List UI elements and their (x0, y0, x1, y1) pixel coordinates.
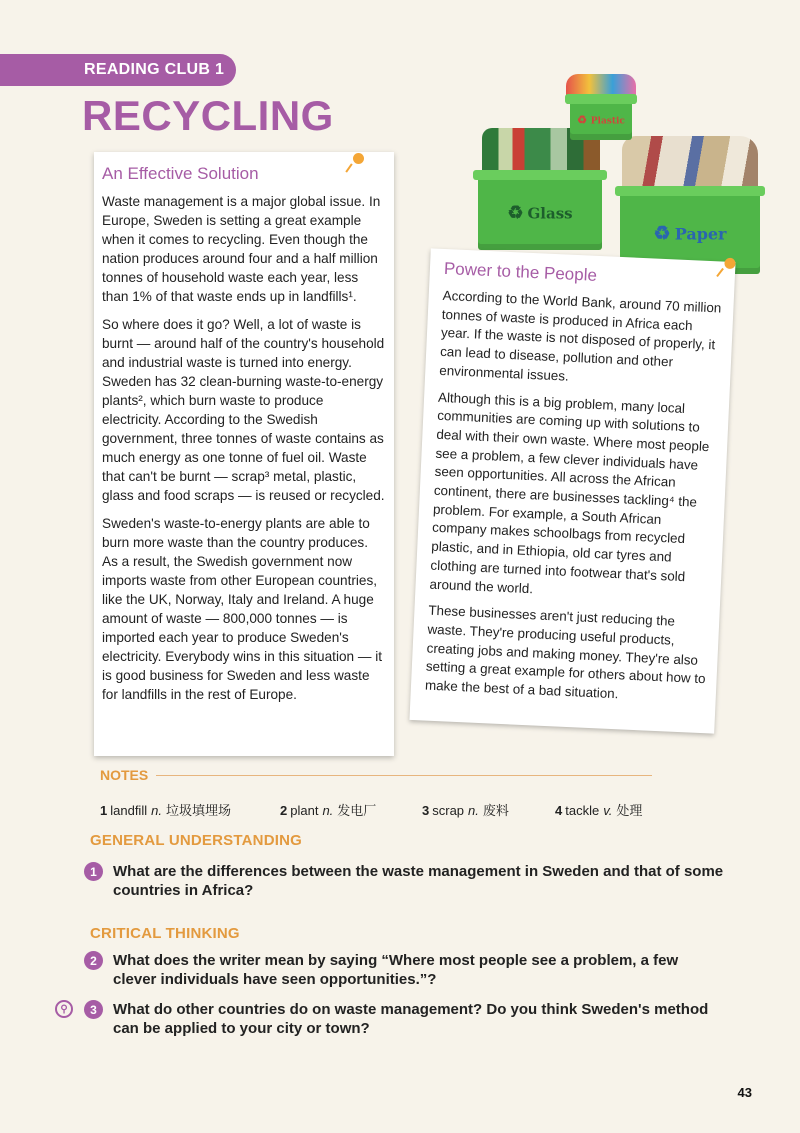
general-understanding-heading: GENERAL UNDERSTANDING (90, 832, 302, 849)
question-text: What does the writer mean by saying “Where most people see a problem, a few clever individuals have seen opportunities.”? (113, 952, 679, 988)
article-paragraph: These businesses aren't just reducing the waste. They're producing useful products, creating jobs and making money. They're also setting a great example for others about how to make the best of a bad situation. (424, 602, 706, 702)
plastic-label-text: Plastic (590, 116, 625, 127)
article-paragraph: According to the World Bank, around 70 million tonnes of waste is produced in Africa each year. If the waste is not disposed of properly, it can lead to disease, pollution and other environmental issues. (439, 287, 722, 384)
recycle-icon: ♻ (507, 202, 524, 224)
notes-heading: NOTES (100, 767, 149, 783)
article-paragraph: Although this is a big problem, many local communities are coming up with solutions to deal with their own waste. Where most people see a problem, a few clever individuals have seen opportunities. All across the African continent, there are businesses tackling⁴ the problem. For example, a South African company makes schoolbags from recycled plastic, and in Ethiopia, old car tyres and clothing are turned into footwear that's sold around the world. (429, 389, 710, 596)
note-number: 3 (422, 803, 430, 818)
question-number-badge: 1 (84, 862, 103, 881)
paper-bin-label (620, 222, 760, 245)
glass-label-text: Glass (527, 204, 573, 223)
article-paragraph: So where does it go? Well, a lot of waste is burnt — around half of the country's household and industrial waste is turned into energy. Sweden has 32 clean-burning waste-to-energy plants², which burn waste to produce electricity. According to the Swedish government, three tonnes of waste contains as much energy as one tonne of fuel oil. Waste that can't be burnt — scrap³ metal, plastic, glass and food scraps — is reused or recycled. (102, 317, 385, 503)
notes-header (100, 766, 652, 784)
note-word: tackle (565, 803, 600, 818)
plastic-bin-label (570, 114, 632, 127)
question-text: What do other countries do on waste management? Do you think Sweden's method can be applied to your city or town? (113, 1001, 709, 1037)
note-number: 1 (100, 803, 108, 818)
note-meaning: 处理 (616, 803, 643, 818)
recycle-icon: ♻ (577, 113, 587, 127)
note-pos: v. (603, 803, 613, 818)
question-2 (84, 951, 724, 989)
note-number: 2 (280, 803, 288, 818)
note-word: landfill (110, 803, 148, 818)
question-3 (84, 1000, 724, 1038)
glass-bin-label (478, 203, 602, 224)
note-word: plant (290, 803, 319, 818)
question-number-badge: 3 (84, 1000, 103, 1019)
note-item (100, 800, 231, 819)
question-1 (84, 862, 724, 900)
bin-rim (565, 94, 637, 104)
research-icon: ⚲ (55, 1000, 73, 1018)
section-banner: READING CLUB 1 (0, 54, 236, 86)
page-number: 43 (737, 1085, 752, 1100)
article-heading: Power to the People (443, 258, 598, 285)
bin-rim (473, 170, 607, 180)
note-meaning: 垃圾填埋场 (165, 803, 231, 818)
plastic-bin (570, 100, 632, 140)
note-pos: n. (468, 803, 479, 818)
recycling-bins-illustration (470, 66, 770, 276)
note-pos: n. (151, 803, 162, 818)
article-paragraph: Sweden's waste-to-energy plants are able to burn more waste than the country produces. As a result, the Swedish government now imports waste from other European countries, like the UK, Norway, Italy and Ireland. A huge amount of waste — 800,000 tonnes — is imported each year to produce Sweden's electricity. Everybody wins in this situation — it is good business for Sweden and less waste for landfills in the rest of Europe. (102, 516, 383, 702)
article-heading: An Effective Solution (102, 164, 259, 183)
note-word: scrap (432, 803, 465, 818)
note-meaning: 发电厂 (337, 803, 377, 818)
paper-label-text: Paper (674, 224, 727, 244)
note-meaning: 废料 (482, 803, 509, 818)
article-paragraph: Waste management is a major global issue. In Europe, Sweden is setting a great example when it comes to recycling. Even though the nation produces around four and a half million tonnes of household waste each year, less than 1% of that waste ends up in landfills¹. (102, 194, 381, 304)
note-item (555, 800, 642, 819)
question-number-badge: 2 (84, 951, 103, 970)
note-item (280, 800, 376, 819)
glass-bin (478, 176, 602, 250)
note-pos: n. (322, 803, 334, 818)
note-number: 4 (555, 803, 563, 818)
article-card-africa (409, 248, 735, 733)
pin-icon (724, 258, 735, 269)
critical-thinking-heading: CRITICAL THINKING (90, 925, 240, 942)
question-text: What are the differences between the waste management in Sweden and that of some countries in Africa? (113, 863, 724, 899)
recycle-icon: ♻ (653, 221, 671, 245)
note-item (422, 800, 509, 819)
bin-rim (615, 186, 765, 196)
page-title: RECYCLING (82, 92, 334, 139)
pin-icon (353, 153, 364, 164)
notes-divider (156, 775, 652, 776)
article-card-sweden (94, 152, 394, 756)
